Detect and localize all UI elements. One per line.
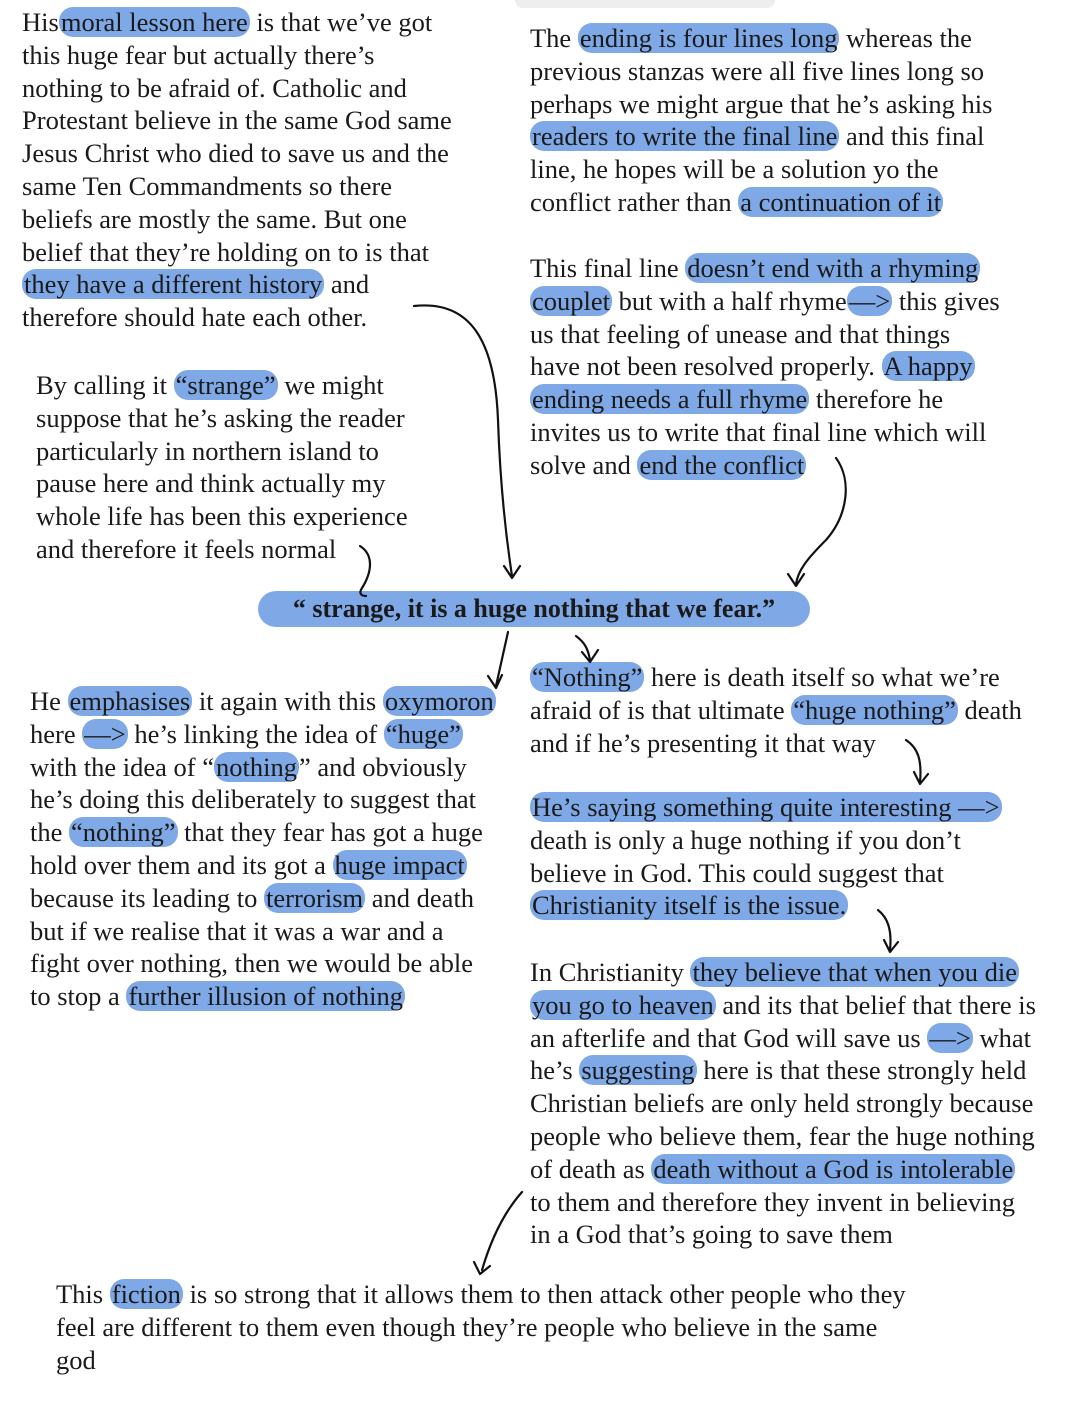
note-text: Christian beliefs are only held strongly because — [530, 1088, 1034, 1119]
highlight: further illusion of nothing — [128, 981, 403, 1012]
note-text: and death — [365, 882, 475, 913]
note-text: but if we realise that it was a war and a — [30, 915, 444, 946]
highlight: oxymoron — [384, 686, 494, 716]
highlight: huge impact — [334, 849, 465, 880]
highlight: “strange” — [175, 370, 276, 400]
note-text: and this final — [839, 121, 985, 152]
highlight: a continuation of it — [740, 186, 942, 217]
note-text: By calling it — [36, 370, 174, 400]
highlight: moral lesson here — [60, 7, 248, 37]
highlight-arrow: —> — [84, 718, 126, 749]
note-text: death is only a huge nothing if you don’t — [530, 824, 961, 855]
highlight-arrow: —> — [929, 1022, 971, 1053]
highlight: “huge” — [385, 718, 461, 749]
highlight: end the conflict — [639, 449, 805, 480]
note-text: ” and obviously — [298, 751, 467, 782]
note-text: Jesus Christ who died to save us and the — [22, 138, 449, 169]
note-text: suppose that he’s asking the reader — [36, 402, 405, 433]
note-text: what — [972, 1022, 1031, 1053]
highlight: He’s saying something quite interesting —> — [532, 792, 1000, 822]
note-text: this gives — [892, 285, 1000, 316]
note-text: us that feeling of unease and that things — [530, 318, 951, 349]
note-text: and if he’s presenting it that way — [530, 727, 876, 758]
note-text: He — [30, 686, 68, 716]
note-text: nothing to be afraid of. Catholic and — [22, 72, 407, 103]
note-text: and therefore it feels normal — [36, 533, 337, 564]
arrow-quote-to-note7 — [576, 636, 598, 662]
note-text: but with a half rhyme — [612, 285, 847, 316]
note-text: same Ten Commandments so there — [22, 170, 393, 201]
note-text: Protestant believe in the same God same — [22, 105, 452, 136]
highlight: fiction — [111, 1279, 181, 1309]
highlight: they believe that when you die — [692, 957, 1017, 987]
note-text: afraid of is that ultimate — [530, 694, 792, 725]
note-text: in a God that’s going to save them — [530, 1219, 893, 1250]
highlight: ending needs a full rhyme — [532, 384, 808, 415]
note-text: because its leading to — [30, 882, 265, 913]
note-text: pause here and think actually my — [36, 468, 386, 499]
note-text: with the idea of “ — [30, 751, 214, 782]
note-text: belief that they’re holding on to is that — [22, 236, 429, 267]
highlight: nothing — [215, 751, 297, 782]
note-text: here — [30, 718, 83, 749]
note-text: death — [957, 694, 1022, 725]
highlight: emphasises — [69, 686, 191, 716]
note-text: and — [324, 269, 370, 300]
note-text: The — [530, 23, 578, 53]
highlight: terrorism — [266, 882, 364, 913]
note-text: perhaps we might argue that he’s asking his — [530, 88, 993, 119]
note-text: therefore he — [809, 384, 944, 415]
note-text: people who believe them, fear the huge nothing — [530, 1120, 1035, 1151]
highlight: suggesting — [581, 1055, 695, 1086]
note-text: to stop a — [30, 981, 127, 1012]
note-text: solve and — [530, 449, 638, 480]
note-text: line, he hopes will be a solution yo the — [530, 154, 939, 185]
note-text: therefore should hate each other. — [22, 302, 368, 333]
arrow-note1-to-quote — [414, 305, 520, 578]
note-text: whole life has been this experience — [36, 501, 408, 532]
highlight: couplet — [532, 285, 610, 316]
note-text: this huge fear but actually there’s — [22, 39, 375, 70]
note-text: god — [56, 1344, 96, 1375]
note-text: particularly in northern island to — [36, 435, 379, 466]
highlight: death without a God is intolerable — [653, 1153, 1014, 1184]
note-text: hold over them and its got a — [30, 849, 333, 880]
note-text: here is that these strongly held — [696, 1055, 1027, 1086]
highlight-arrow: —> — [848, 285, 891, 316]
note-text: here is death itself so what we’re — [644, 662, 1000, 692]
note-text: he’s doing this deliberately to suggest that — [30, 784, 477, 815]
note-text: This — [56, 1279, 110, 1309]
arrow-note3-to-quote — [788, 458, 846, 586]
note-text: he’s — [530, 1055, 580, 1086]
arrow-note7-to-note8 — [906, 740, 928, 784]
note-text: His — [22, 7, 59, 37]
note-text: This final line — [530, 253, 686, 283]
note-text: to them and therefore they invent in believing — [530, 1186, 1015, 1217]
note-text: In Christianity — [530, 957, 691, 987]
note-text: is so strong that it allows them to then attack other people who they — [182, 1279, 906, 1309]
note-text: invites us to write that final line which will — [530, 416, 987, 447]
note-text: it again with this — [192, 686, 383, 716]
note-text: and its that belief that there is — [715, 989, 1036, 1020]
highlight: doesn’t end with a rhyming — [687, 253, 979, 283]
highlight: readers to write the final line — [532, 121, 838, 152]
central-quote: “ strange, it is a huge nothing that we fear.” — [258, 591, 810, 627]
note-text: whereas the — [839, 23, 972, 53]
highlight: “nothing” — [71, 817, 176, 848]
note-text: fight over nothing, then we would be able — [30, 948, 474, 979]
note-text: we might — [277, 370, 384, 400]
note-text: beliefs are mostly the same. But one — [22, 203, 407, 234]
note-text: he’s linking the idea of — [127, 718, 384, 749]
note-text: that they fear has got a huge — [177, 817, 483, 848]
highlight: ending is four lines long — [579, 23, 838, 53]
note-text: is that we’ve got — [249, 7, 433, 37]
highlight: A happy — [883, 351, 973, 382]
note-text: the — [30, 817, 69, 848]
arrow-note4-to-quote — [360, 546, 370, 596]
note-text: believe in God. This could suggest that — [530, 857, 944, 888]
arrow-note9-to-note10 — [474, 1192, 522, 1274]
highlight: “huge nothing” — [793, 694, 956, 725]
note-text: feel are different to them even though they’re people who believe in the same — [56, 1311, 878, 1342]
note-text: of death as — [530, 1153, 652, 1184]
highlight: “Nothing” — [532, 662, 643, 692]
note-text: conflict rather than — [530, 186, 739, 217]
highlight: Christianity itself is the issue. — [532, 890, 847, 921]
note-text: have not been resolved properly. — [530, 351, 882, 382]
arrow-quote-to-note6 — [488, 632, 508, 688]
note-text: an afterlife and that God will save us — [530, 1022, 928, 1053]
highlight: they have a different history — [24, 269, 323, 300]
note-text: previous stanzas were all five lines long so — [530, 55, 985, 86]
arrow-note8-to-note9 — [878, 910, 898, 952]
highlight: you go to heaven — [532, 989, 714, 1020]
